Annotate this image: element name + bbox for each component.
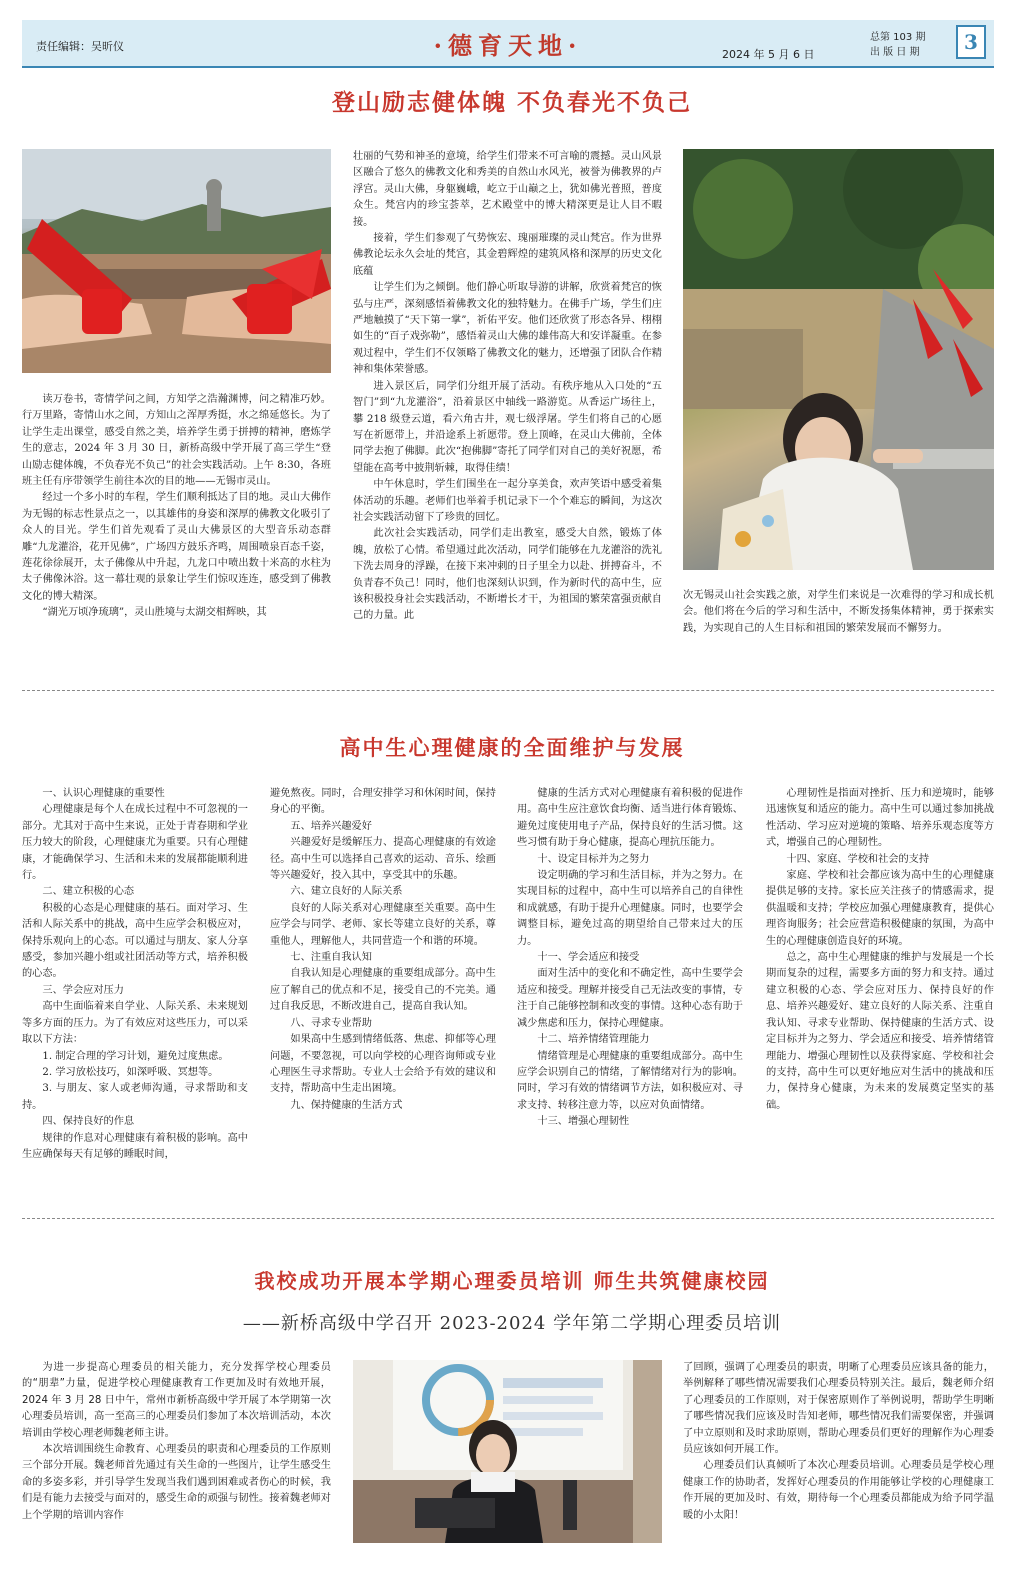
article2-column-2 bbox=[270, 786, 496, 1186]
section-heading: 五、培养兴趣爱好 bbox=[290, 820, 372, 832]
paragraph: 规律的作息对心理健康有着积极的影响。高中生应确保每天有足够的睡眠时间， bbox=[22, 1132, 248, 1160]
paragraph: 情绪管理是心理健康的重要组成部分。高中生应学会识别自己的情绪，了解情绪对行为的影响。同时，学习有效的情绪调节方法，如积极应对、寻求支持、转移注意力等，以应对负面情绪。 bbox=[517, 1050, 743, 1111]
paragraph: 如果高中生感到情绪低落、焦虑、抑郁等心理问题，不要忽视，可以向学校的心理咨询师或专业心理医生寻求帮助。专业人士会给予有效的建议和支持，帮助高中生走出困境。 bbox=[270, 1034, 496, 1095]
section-title: ·德育天地· bbox=[433, 31, 583, 60]
section-heading: 十二、培养情绪管理能力 bbox=[537, 1034, 650, 1046]
article3-column-3 bbox=[683, 1360, 994, 1545]
article2-title: 高中生心理健康的全面维护与发展 bbox=[339, 736, 685, 760]
paragraph: 进入景区后，同学们分组开展了活动。有秩序地从入口处的“五智门”到“九龙灌浴”，沿着景区中轴线一路游览。从香运广场往上，攀 218 级登云道，看六角古井，观七级浮屠。学生们将自己的心愿写在祈愿带上，并沿途系上祈愿带。登上顶峰，在灵山大佛前，全体同学去抱了佛脚。此次“抱佛脚”寄托了同学们对自己的美好祝愿，希望能在高考中披荆斩棘，取得佳绩！ bbox=[353, 380, 662, 474]
article1-title: 登山励志健体魄 不负春光不负己 bbox=[331, 90, 692, 116]
article1-column-3 bbox=[683, 588, 994, 658]
paragraph: 本次培训围绕生命教育、心理委员的职责和心理委员的工作原则三个部分开展。魏老师首先通过有关生命的一些图片，让学生感受生命的多姿多彩，并引导学生发现当我们遇到困难或者伤心的时候，我们是有能力去接受与面对的，感受生命的顽强与韧性。接着魏老师对上个学期的培训内容作 bbox=[22, 1444, 331, 1521]
article2-column-1 bbox=[22, 786, 248, 1186]
paragraph: 为进一步提高心理委员的相关能力，充分发挥学校心理委员的“朋辈”力量，促进学校心理健康教育工作更加及时有效地开展，2024 年 3 月 28 日中午，常州市新桥高级中学开展了本学期第一次心理委员培训，高一至高三的心理委员们参加了本次培训活动，本次培训由学校心理老师魏老师主讲。 bbox=[22, 1362, 331, 1439]
section-heading: 十一、学会适应和接受 bbox=[537, 952, 640, 964]
paragraph: 壮丽的气势和神圣的意境，给学生们带来不可言喻的震撼。灵山风景区融合了悠久的佛教文化和秀美的自然山水风光，被誉为佛教界的卢浮宫。灵山大佛，身躯巍峨，屹立于山巅之上，犹如佛光普照，普度众生。梵宫内的珍宝荟萃，艺术殿堂中的博大精深更是让人目不暇接。 bbox=[353, 151, 662, 228]
page-header bbox=[22, 20, 994, 68]
article1-column-1 bbox=[22, 392, 331, 660]
paragraph: 设定明确的学习和生活目标，并为之努力。在实现目标的过程中，高中生可以培养自己的自律性和成就感，有助于提升心理健康。同时，也要学会调整目标，避免过高的期望给自己带来过大的压力。 bbox=[517, 870, 743, 947]
paragraph: 此次社会实践活动，同学们走出教室，感受大自然，锻炼了体魄，放松了心情。希望通过此次活动，同学们能够在九龙灌浴的洗礼下洗去周身的浮躁，在接下来冲刺的日子里全力以赴、拼搏奋斗，不负青春不负己！同时，他们也深刻认识到，作为新时代的高中生，应该积极投身社会实践活动，不断增长才干，为祖国的繁荣富强贡献自己的力量。此 bbox=[353, 528, 662, 622]
paragraph: 1. 制定合理的学习计划，避免过度焦虑。 bbox=[42, 1050, 229, 1062]
paragraph: 积极的心态是心理健康的基石。面对学习、生活和人际关系中的挑战，高中生应学会积极应对，保持乐观向上的心态。可以通过与朋友、家人分享感受，参加兴趣小组或社团活动等方式，培养积极的心态。 bbox=[22, 902, 248, 980]
article3-title: 我校成功开展本学期心理委员培训 师生共筑健康校园 bbox=[254, 1269, 770, 1293]
paragraph: 次无锡灵山社会实践之旅，对学生们来说是一次难得的学习和成长机会。他们将在今后的学习和生活中，不断发扬集体精神，勇于探索实践，为实现自己的人生目标和祖国的繁荣发展而不懈努力。 bbox=[683, 590, 994, 634]
section-heading: 六、建立良好的人际关系 bbox=[290, 886, 403, 898]
section-divider bbox=[22, 690, 994, 691]
photo-training-illustration bbox=[353, 1360, 662, 1543]
article2-column-3 bbox=[517, 786, 743, 1186]
paragraph: 兴趣爱好是缓解压力、提高心理健康的有效途径。高中生可以选择自己喜欢的运动、音乐、绘画等兴趣爱好，投入其中，享受其中的乐趣。 bbox=[270, 837, 496, 882]
section-heading: 十、设定目标并为之努力 bbox=[537, 853, 650, 865]
photo-psychology-training bbox=[353, 1360, 662, 1543]
photo-hands-illustration bbox=[22, 149, 331, 373]
section-heading: 九、保持健康的生活方式 bbox=[290, 1099, 403, 1111]
paragraph: 心理健康是每个人在成长过程中不可忽视的一部分。尤其对于高中生来说，正处于青春期和学业压力较大的阶段，心理健康尤为重要。只有心理健康，才能确保学习、生活和未来的发展都能顺利进行。 bbox=[22, 804, 248, 882]
section-heading: 二、建立积极的心态 bbox=[42, 886, 135, 898]
paragraph: 接着，学生们参观了气势恢宏、瑰丽璀璨的灵山梵宫。作为世界佛教论坛永久会址的梵宫，其金碧辉煌的建筑风格和深厚的历史文化底蕴 bbox=[353, 233, 662, 277]
editor-credit: 责任编辑：吴昕仪 bbox=[36, 40, 124, 53]
photo-ribbons-illustration bbox=[683, 149, 994, 570]
paragraph: 总之，高中生心理健康的维护与发展是一个长期而复杂的过程，需要多方面的努力和支持。通过建立积极的心态、学会应对压力、保持良好的作息、培养兴趣爱好、建立良好的人际关系、注重自我认知、寻求专业帮助、保持健康的生活方式、设定目标并为之努力、学会适应和接受、培养情绪管理能力、增强心理韧性以及获得家庭、学校和社会的支持，高中生可以更好地应对生活中的挑战和压力，保持身心健康，为未来的发展奠定坚实的基础。 bbox=[766, 952, 994, 1111]
paragraph: 健康的生活方式对心理健康有着积极的促进作用。高中生应注意饮食均衡、适当进行体育锻炼、避免过度使用电子产品，保持良好的生活习惯。这些习惯有助于身心健康，提高心理抗压能力。 bbox=[517, 788, 743, 849]
page-number: 3 bbox=[956, 25, 986, 59]
issue-info bbox=[870, 30, 925, 60]
paragraph: “湖光万顷净琉璃”，灵山胜境与太湖交相辉映，其 bbox=[42, 607, 267, 619]
section-heading: 七、注重自我认知 bbox=[290, 952, 372, 964]
section-heading: 十四、家庭、学校和社会的支持 bbox=[786, 853, 930, 865]
paragraph: 2. 学习放松技巧，如深呼吸、冥想等。 bbox=[42, 1066, 219, 1078]
paragraph: 高中生面临着来自学业、人际关系、未来规划等多方面的压力。为了有效应对这些压力，可以采取以下方法： bbox=[22, 1001, 248, 1046]
paragraph: 3. 与朋友、家人或老师沟通，寻求帮助和支持。 bbox=[22, 1083, 248, 1111]
paragraph: 心理韧性是指面对挫折、压力和逆境时，能够迅速恢复和适应的能力。高中生可以通过参加挑战性活动、学习应对逆境的策略、培养乐观态度等方式，增强自己的心理韧性。 bbox=[766, 788, 994, 849]
article2-column-4 bbox=[766, 786, 994, 1186]
paragraph: 让学生们为之倾倒。他们静心听取导游的讲解，欣赏着梵宫的恢弘与庄严，深刻感悟着佛教文化的独特魅力。在佛手广场，学生们庄严地触摸了“天下第一掌”，祈佑平安。他们还欣赏了形态各异、栩栩如生的“百子戏弥勒”，感悟着灵山大佛的雄伟高大和安详凝重。在参观过程中，学生们不仅领略了佛教文化的魅力，还增强了团队合作精神和集体荣誉感。 bbox=[353, 282, 662, 376]
paragraph: 了回顾，强调了心理委员的职责，明晰了心理委员应该具备的能力，举例解释了哪些情况需要我们心理委员特别关注。最后，魏老师介绍了心理委员的工作原则，对于保密原则作了举例说明，帮助学生明晰了哪些情况我们应该及时告知老师，哪些情况我们需要保密，并强调了中立原则和及时求助原则，帮助心理委员们更好的理解作为心理委员应该如何开展工作。 bbox=[683, 1362, 994, 1456]
paragraph: 中午休息时，学生们围坐在一起分享美食，欢声笑语中感受着集体活动的乐趣。老师们也举着手机记录下一个个难忘的瞬间，为这次社会实践活动留下了珍贵的回忆。 bbox=[353, 479, 662, 523]
paragraph: 良好的人际关系对心理健康至关重要。高中生应学会与同学、老师、家长等建立良好的关系，尊重他人，理解他人，共同营造一个和谐的环境。 bbox=[270, 902, 496, 947]
photo-hands-red-ribbons bbox=[22, 149, 331, 373]
paragraph: 家庭、学校和社会都应该为高中生的心理健康提供足够的支持。家长应关注孩子的情感需求，提供温暖和支持；学校应加强心理健康教育，提供心理咨询服务；社会应营造积极健康的氛围，为高中生的心理健康创造良好的环境。 bbox=[766, 870, 994, 947]
article3-column-1 bbox=[22, 1360, 331, 1545]
section-heading: 八、寻求专业帮助 bbox=[290, 1017, 372, 1029]
photo-students-tying-ribbons bbox=[683, 149, 994, 570]
paragraph: 自我认知是心理健康的重要组成部分。高中生应了解自己的优点和不足，接受自己的不完美。通过自我反思，不断改进自己，提高自我认知。 bbox=[270, 968, 496, 1013]
article3-subtitle: ——新桥高级中学召开 2023-2024 学年第二学期心理委员培训 bbox=[242, 1313, 782, 1334]
section-heading: 四、保持良好的作息 bbox=[42, 1116, 135, 1128]
publication-date: 2024 年 5 月 6 日 bbox=[722, 48, 815, 61]
issue-number: 总第 103 期 bbox=[870, 32, 926, 43]
section-heading: 十三、增强心理韧性 bbox=[537, 1116, 630, 1128]
section-divider bbox=[22, 1218, 994, 1219]
article1-column-2 bbox=[353, 149, 662, 659]
issue-date-label: 出 版 日 期 bbox=[870, 47, 920, 58]
paragraph: 读万卷书，寄情学问之间，方知学之浩瀚渊博，问之精准巧妙。行万里路，寄情山水之间，方知山之浑厚秀挺，水之绵延悠长。为了让学生走出课堂，感受自然之美，培养学生勇于拼搏的精神，磨炼学生的意志，2024 年 3 月 30 日，新桥高级中学开展了高三学生“登山励志健体魄，不负春光不负己”的社会实践活动。上午 8:30，各班班主任有序带领学生前往本次的目的地——无锡市灵山。 bbox=[22, 394, 331, 488]
section-heading: 三、学会应对压力 bbox=[42, 984, 124, 996]
paragraph: 面对生活中的变化和不确定性，高中生要学会适应和接受。理解并接受自己无法改变的事情，专注于自己能够控制和改变的事情。这种心态有助于减少焦虑和压力，保持心理健康。 bbox=[517, 968, 743, 1029]
section-heading: 一、认识心理健康的重要性 bbox=[42, 788, 165, 799]
paragraph: 避免熬夜。同时，合理安排学习和休闲时间，保持身心的平衡。 bbox=[270, 788, 496, 816]
paragraph: 经过一个多小时的车程，学生们顺利抵达了目的地。灵山大佛作为无锡的标志性景点之一，以其雄伟的身姿和深厚的佛教文化吸引了众人的目光。学生们首先观看了灵山大佛景区的大型音乐动态群雕“九龙灌浴，花开见佛”，广场四方鼓乐齐鸣，周围喷泉百态千姿，莲花徐徐展开，太子佛像从中升起，九龙口中喷出数十米高的水柱为太子佛像沐浴。这一幕壮观的景象让学生们惊叹连连，感受到了佛教文化的博大精深。 bbox=[22, 492, 331, 602]
paragraph: 心理委员们认真倾听了本次心理委员培训。心理委员是学校心理健康工作的协助者，发挥好心理委员的作用能够让学校的心理健康工作开展的更加及时、有效，期待每一个心理委员都能成为给予同学温暖的小太阳！ bbox=[683, 1460, 994, 1521]
